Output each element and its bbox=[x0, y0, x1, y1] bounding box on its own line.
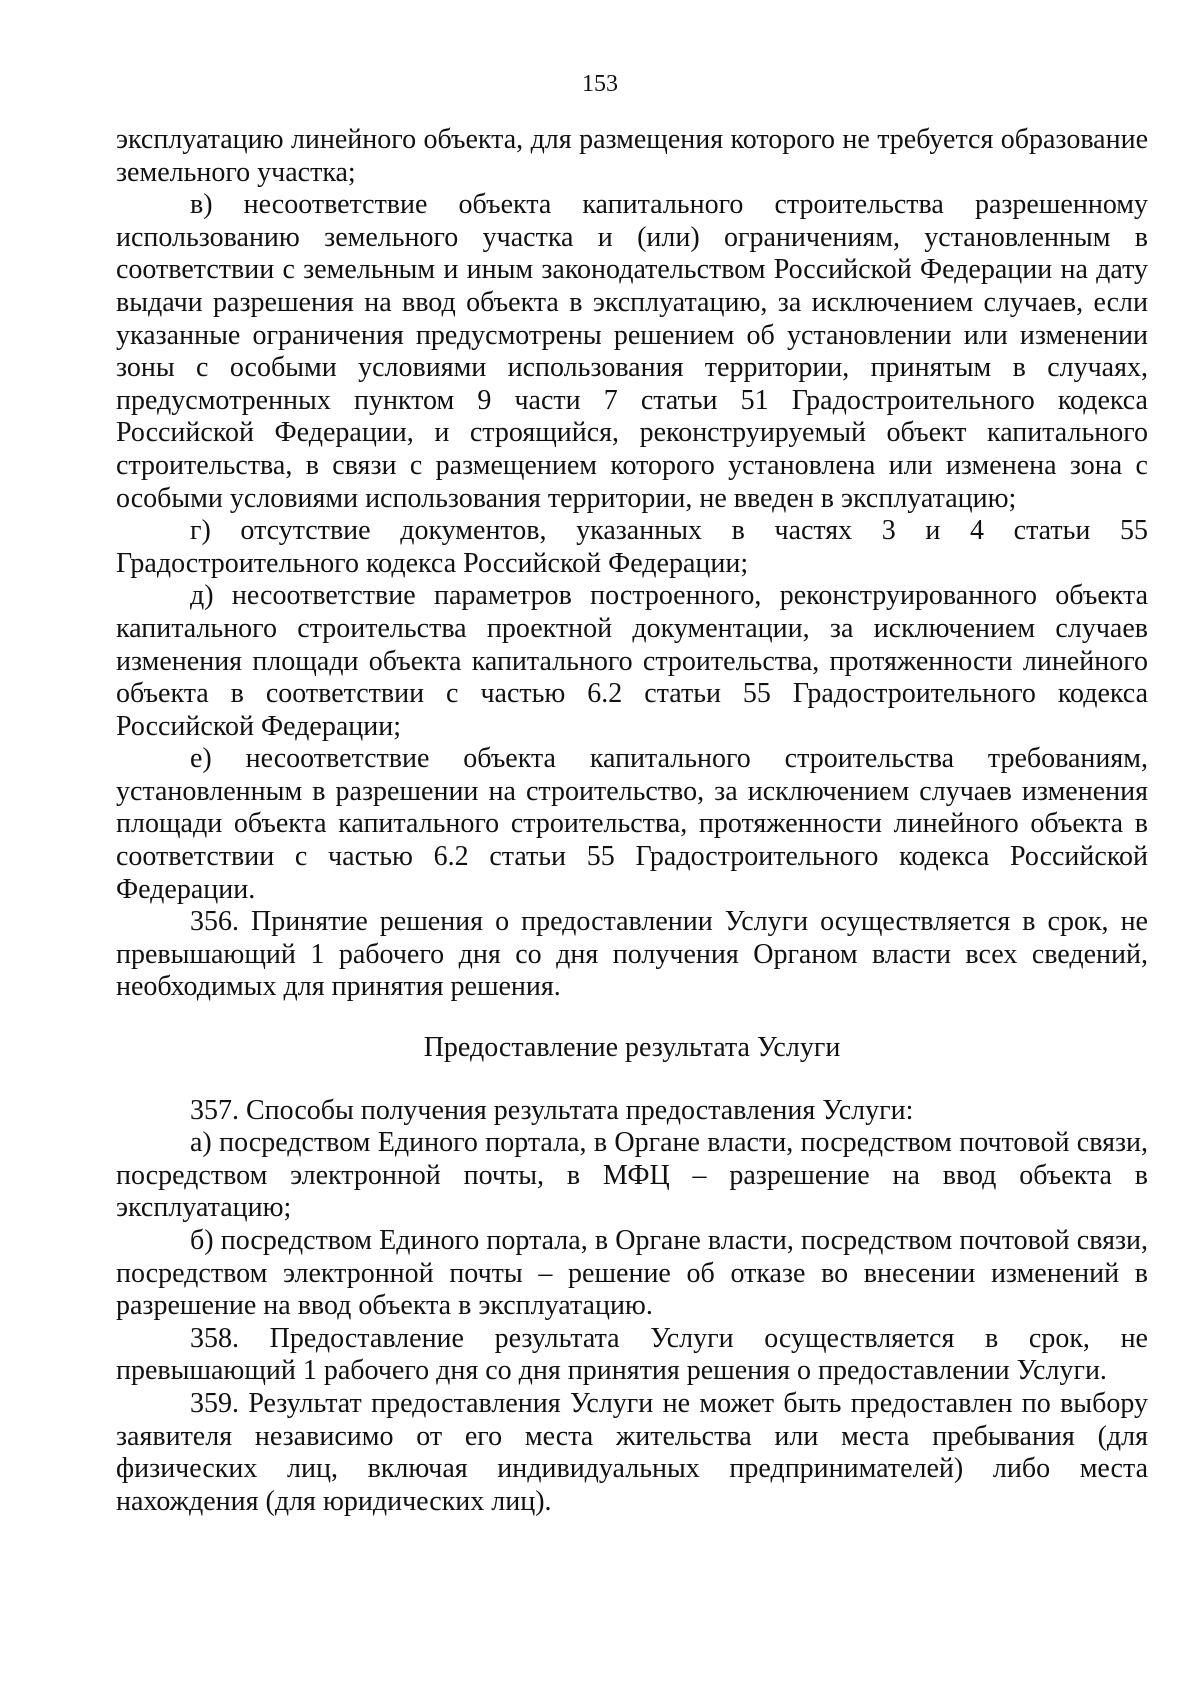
section-heading: Предоставление результата Услуги bbox=[423, 1032, 841, 1064]
paragraph-357-a: а) посредством Единого портала, в Органе власти, посредством почтовой связи, посредством электронной почты, в МФЦ – разрешение на ввод объекта в эксплуатацию; bbox=[116, 1127, 1148, 1224]
paragraph-358: 358. Предоставление результата Услуги осуществляется в срок, не превышающий 1 рабочего дня со дня принятия решения о предоставлении Услуги. bbox=[116, 1322, 1148, 1387]
paragraph-356: 356. Принятие решения о предоставлении Услуги осуществляется в срок, не превышающий 1 рабочего дня со дня получения Органом власти всех сведений, необходимых для принятия решения. bbox=[116, 906, 1148, 1003]
paragraph-item-d: д) несоответствие параметров построенного, реконструированного объекта капитального строительства проектной документации, за исключением случаев изменения площади объекта капитального строительства, протяженности линейного объекта в соответствии с частью 6.2 статьи 55 Градостроительного кодекса Российской Федерации; bbox=[116, 580, 1148, 742]
paragraph-item-v: в) несоответствие объекта капитального строительства разрешенному использованию земельного участка и (или) ограничениям, установленным в соответствии с земельным и иным законодательством Российской Федерации на дату выдачи разрешения на ввод объекта в эксплуатацию, за исключением случаев, если указанные ограничения предусмотрены решением об установлении или изменении зоны с особыми условиями использования территории, принятым в случаях, предусмотренных пунктом 9 части 7 статьи 51 Градостроительного кодекса Российской Федерации, и строящийся, реконструируемый объект капитального строительства, в связи с размещением которого установлена или изменена зона с особыми условиями использования территории, не введен в эксплуатацию; bbox=[116, 189, 1148, 514]
paragraph-item-e: е) несоответствие объекта капитального строительства требованиям, установленным в разрешении на строительство, за исключением случаев изменения площади объекта капитального строительства, протяженности линейного объекта в соответствии с частью 6.2 статьи 55 Градостроительного кодекса Российской Федерации. bbox=[116, 743, 1148, 905]
paragraph-continuation: эксплуатацию линейного объекта, для размещения которого не требуется образование земельного участка; bbox=[116, 124, 1148, 188]
page-number: 153 bbox=[582, 71, 618, 97]
paragraph-357: 357. Способы получения результата предоставления Услуги: bbox=[190, 1094, 914, 1126]
paragraph-357-b: б) посредством Единого портала, в Органе власти, посредством почтовой связи, посредством электронной почты – решение об отказе во внесении изменений в разрешение на ввод объекта в эксплуатацию. bbox=[116, 1225, 1148, 1322]
paragraph-359: 359. Результат предоставления Услуги не может быть предоставлен по выбору заявителя независимо от его места жительства или места пребывания (для физических лиц, включая индивидуальных предпринимателей) либо места нахождения (для юридических лиц). bbox=[116, 1387, 1148, 1517]
document-body bbox=[116, 124, 1148, 1518]
paragraph-item-g: г) отсутствие документов, указанных в частях 3 и 4 статьи 55 Градостроительного кодекса Российской Федерации; bbox=[116, 515, 1148, 579]
